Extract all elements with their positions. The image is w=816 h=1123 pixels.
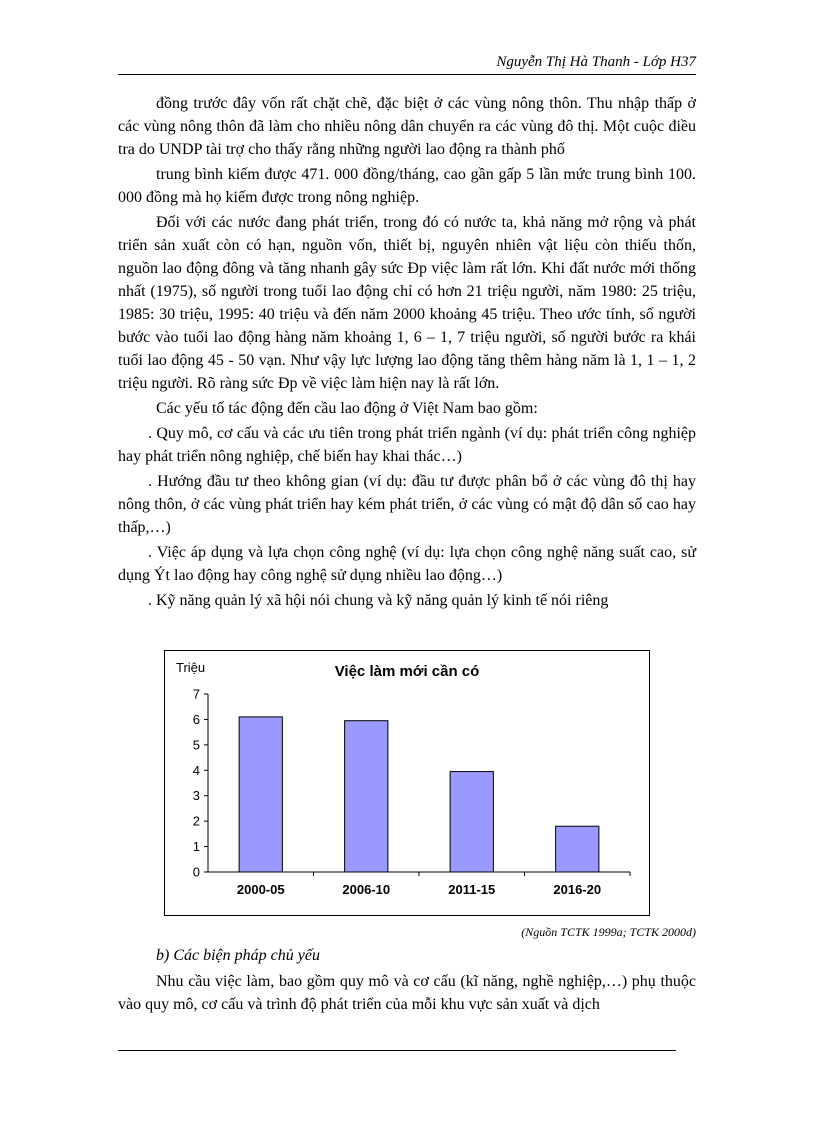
bullet-3: . Việc áp dụng và lựa chọn công nghệ (ví dụ: lựa chọn công nghệ năng suất cao, sử dụng Ýt lao động hay công nghệ sử dụng nhiều lao động…) — [118, 544, 696, 584]
paragraph-3: Đối với các nước đang phát triển, trong đó có nước ta, khả năng mở rộng và phát triển sản xuất còn có hạn, nguồn vốn, thiết bị, nguyên nhiên vật liệu còn thiếu thốn, nguồn lao động đông và tăng nhanh gây sức Ðp việc làm rất lớn. Khi đất nước mới thống nhất (1975), số người trong tuổi lao động chỉ có hơn 21 triệu người, năm 1980: 25 triệu, 1985: 30 triệu, 1995: 40 triệu và đến năm 2000 khoảng 45 triệu. Theo ước tính, số người bước vào tuổi lao động hàng năm khoảng 1, 6 – 1, 7 triệu người, số người bước ra khái tuổi lao động 45 - 50 vạn. Như vậy lực lượng lao động tăng thêm hàng năm là 1, 1 – 1, 2 triệu người. Rõ ràng sức Ðp về việc làm hiện nay là rất lớn. — [118, 214, 696, 392]
bullet-4: . Kỹ năng quản lý xã hội nói chung và kỹ năng quản lý kinh tế nói riêng — [148, 592, 609, 609]
header-author-line: Nguyễn Thị Hà Thanh - Lớp H37 — [496, 54, 696, 70]
bar — [345, 721, 388, 872]
chart-ylabel: Triệu — [176, 660, 206, 675]
bullet-2: . Hướng đầu tư theo không gian (ví dụ: đầu tư được phân bổ ở các vùng đô thị hay nông thôn, ở các vùng phát triển hay kém phát triển, ở các vùng có mật độ dân số cao hay thấp,…) — [118, 473, 696, 536]
header-rule — [118, 74, 696, 75]
chart-frame — [165, 651, 650, 916]
footer-rule — [118, 1050, 676, 1051]
x-category-label: 2000-05 — [236, 882, 285, 897]
y-tick-label: 5 — [192, 737, 200, 753]
y-tick-label: 0 — [192, 864, 200, 880]
section-title: b) Các biện pháp chủ yếu — [156, 947, 320, 964]
bar — [239, 717, 282, 872]
y-tick-label: 1 — [192, 839, 200, 855]
chart-title: Việc làm mới cần có — [334, 663, 480, 680]
y-tick-label: 2 — [192, 813, 200, 829]
bar — [556, 826, 599, 872]
paragraph-4: Các yếu tố tác động đến cầu lao động ở Việt Nam bao gồm: — [156, 400, 538, 417]
closing-paragraph: Nhu cầu việc làm, bao gồm quy mô và cơ cấu (kĩ năng, nghề nghiệp,…) phụ thuộc vào quy mô, cơ cấu và trình độ phát triển của mỗi khu vực sản xuất và dịch — [118, 973, 696, 1013]
source-note: (Nguồn TCTK 1999a; TCTK 2000d) — [521, 925, 696, 939]
y-tick-label: 4 — [192, 762, 200, 778]
chart-svg — [164, 650, 650, 916]
paragraph-2: trung bình kiếm được 471. 000 đồng/tháng, cao gần gấp 5 lần mức trung bình 100. 000 đồng mà họ kiếm được trong nông nghiệp. — [118, 166, 696, 206]
closing-text — [118, 970, 696, 1016]
y-tick-label: 6 — [192, 711, 200, 727]
x-category-label: 2016-20 — [553, 882, 602, 897]
bar — [450, 772, 493, 872]
y-tick-label: 3 — [192, 788, 200, 804]
chart — [164, 650, 650, 916]
paragraph-1: đồng trước đây vốn rất chặt chẽ, đặc biệt ở các vùng nông thôn. Thu nhập thấp ở các vùng nông thôn đã làm cho nhiều nông dân chuyển ra các vùng đô thị. Một cuộc điều tra do UNDP tài trợ cho thấy rằng những người lao động ra thành phố — [118, 95, 696, 158]
body-text — [118, 92, 696, 614]
y-tick-label: 7 — [192, 686, 200, 702]
x-category-label: 2006-10 — [342, 882, 391, 897]
bullet-1: . Quy mô, cơ cấu và các ưu tiên trong phát triển ngành (ví dụ: phát triển công nghiệp hay phát triển nông nghiệp, chế biến hay khai thác…) — [118, 425, 696, 465]
x-category-label: 2011-15 — [448, 882, 496, 897]
